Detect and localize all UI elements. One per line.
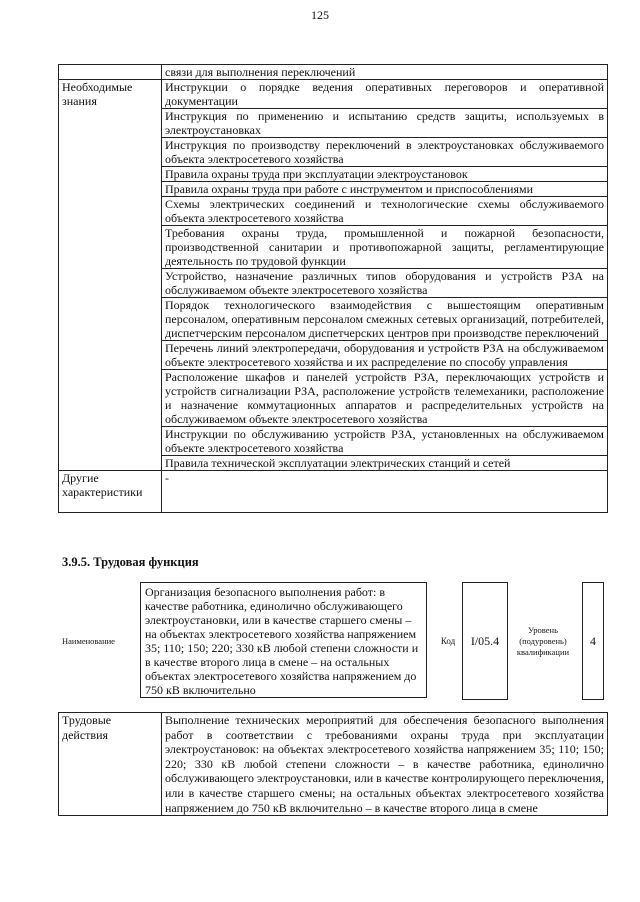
- table-row: [59, 65, 608, 80]
- knowledge-item: Порядок технологического взаимодействия с вышестоящим оперативным персоналом, оперативным персоналом смежных сетевых организаций, потребителей, диспетчерским персоналом диспетчерских центров при производстве переключений: [162, 298, 608, 341]
- level-label: Уровень (подуровень) квалификации: [516, 624, 570, 657]
- other-characteristics-label: Другие характеристики: [59, 471, 162, 513]
- function-name-box: Организация безопасного выполнения работ: в качестве работника, единолично обслуживающего электроустановки, или в качестве старшего смены – на объектах электросетевого хозяйства напряжением 35; 110; 150; 220; 330 кВ любой степени сложности и в качестве второго лица в смене – на остальных объектах электросетевого хозяйства напряжением до 750 кВ включительно: [140, 582, 427, 698]
- knowledge-item: Правила технической эксплуатации электрических станций и сетей: [162, 456, 608, 471]
- knowledge-item: Перечень линий электропередачи, оборудования и устройств РЗА на обслуживаемом объекте электросетевого хозяйства и их распределение по способу управления: [162, 341, 608, 370]
- knowledge-item: Схемы электрических соединений и технологические схемы обслуживаемого объекта электросетевого хозяйства: [162, 197, 608, 226]
- table-row: [59, 713, 608, 816]
- code-box: I/05.4: [462, 582, 508, 700]
- knowledge-item: Инструкция по производству переключений в электроустановках обслуживаемого объекта электросетевого хозяйства: [162, 138, 608, 167]
- code-label: Код: [440, 636, 456, 646]
- name-label: Наименование: [62, 636, 115, 646]
- labor-actions-text: Выполнение технических мероприятий для обеспечения безопасного выполнения работ в соответствии с требованиями охраны труда при эксплуатации электроустановок: на объектах электросетевого хозяйства напряжением 35; 110; 150; 220; 330 кВ любой степени сложности – в качестве работника, единолично обслуживающего электроустановки, или в качестве контролирующего переключения, или в качестве старшего смены; на остальных объектах электросетевого хозяйства напряжением до 750 кВ включительно – в качестве второго лица в смене: [162, 713, 608, 816]
- knowledge-item: Инструкция по применению и испытанию средств защиты, используемых в электроустановках: [162, 109, 608, 138]
- knowledge-item: Инструкции по обслуживанию устройств РЗА, установленных на обслуживаемом объекте электросетевого хозяйства: [162, 427, 608, 456]
- other-characteristics-value: -: [162, 471, 608, 513]
- page-number: 125: [311, 8, 329, 22]
- knowledge-item: Инструкции о порядке ведения оперативных переговоров и оперативной документации: [162, 80, 608, 109]
- continuation-cell: связи для выполнения переключений: [162, 65, 608, 80]
- knowledge-item: Устройство, назначение различных типов оборудования и устройств РЗА на обслуживаемом объекте электросетевого хозяйства: [162, 269, 608, 298]
- table-row: [59, 471, 608, 513]
- level-box: 4: [582, 582, 604, 700]
- knowledge-item: Расположение шкафов и панелей устройств РЗА, переключающих устройств и устройств сигнализации РЗА, расположение устройств телемеханики, расположение и назначение коммутационных аппаратов и распределительных устройств на обслуживаемом объекте электросетевого хозяйства: [162, 370, 608, 427]
- knowledge-item: Правила охраны труда при работе с инструментом и приспособлениями: [162, 182, 608, 197]
- knowledge-item: Правила охраны труда при эксплуатации электроустановок: [162, 167, 608, 182]
- table-row: [59, 80, 608, 109]
- knowledge-item: Требования охраны труда, промышленной и пожарной безопасности, производственной санитарии и противопожарной защиты, регламентирующие деятельность по трудовой функции: [162, 226, 608, 269]
- function-header: [62, 582, 608, 700]
- actions-table: [58, 712, 608, 816]
- knowledge-table: [58, 64, 608, 513]
- labor-actions-label: Трудовые действия: [59, 713, 162, 816]
- empty-label-cell: [59, 65, 162, 80]
- section-title: 3.9.5. Трудовая функция: [62, 555, 199, 569]
- required-knowledge-label: Необходимые знания: [59, 80, 162, 471]
